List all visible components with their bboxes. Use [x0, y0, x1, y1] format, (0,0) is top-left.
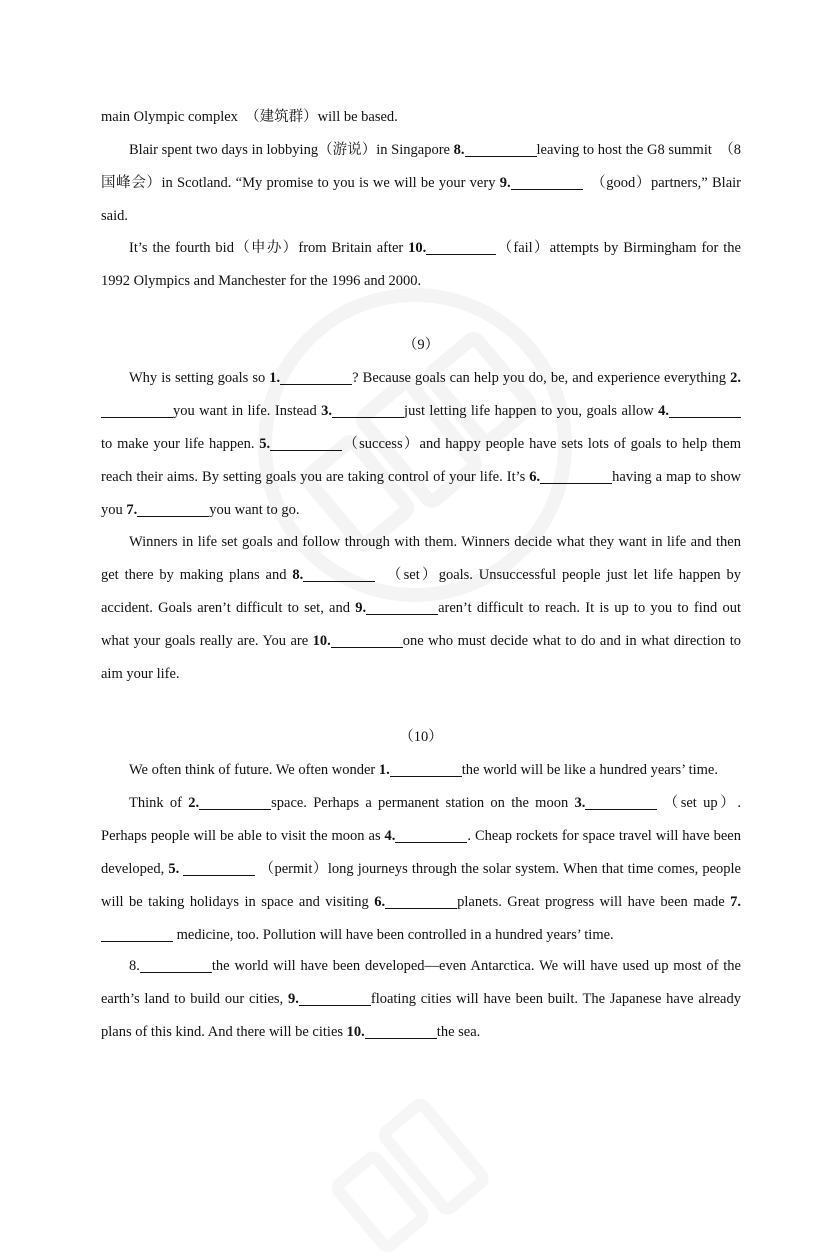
blank-number: 6. — [529, 469, 541, 485]
passage-10-paragraph-1 — [101, 754, 741, 787]
blank-7[interactable] — [126, 502, 209, 518]
blank-line[interactable] — [140, 956, 212, 973]
blank-number: 7. — [126, 502, 138, 518]
text-run: the world will be like a hundred years’ time. — [461, 762, 718, 778]
text-run: leaving to host the G8 summit （8国峰会）in Scotland. “My promise to you is we will be your very — [101, 142, 741, 191]
blank-number: 3. — [574, 795, 586, 811]
blank-4[interactable] — [658, 403, 741, 419]
blank-number: 6. — [374, 894, 386, 910]
blank-number: 10. — [346, 1024, 365, 1040]
blank-line[interactable] — [465, 140, 537, 157]
text-run: It’s the fourth bid（申办）from Britain after — [129, 240, 409, 256]
text-run: （set）goals. Unsuccessful people just let life happen by accident. Goals aren’t difficult to set, and — [101, 567, 741, 616]
blank-line[interactable] — [365, 1022, 437, 1039]
text-run: . Cheap rockets for space travel will have been developed, — [101, 828, 741, 877]
text-run: （success）and happy people have sets lots of goals to help them reach their aims. By setting goals you are taking control of your life. It’s — [101, 436, 741, 485]
text-run: aren’t difficult to reach. It is up to you to find out what your goals really are. You are — [101, 600, 741, 649]
passage-10-paragraph-3 — [101, 950, 741, 1049]
blank-number: 8. — [292, 567, 304, 583]
blank-number: 9. — [355, 600, 367, 616]
blank-10[interactable] — [313, 633, 403, 649]
blank-9[interactable] — [288, 991, 371, 1007]
blank-line[interactable] — [390, 760, 462, 777]
blank-line[interactable] — [395, 826, 467, 843]
blank-line[interactable] — [270, 434, 342, 451]
blank-8[interactable] — [129, 958, 212, 974]
text-run: （permit）long journeys through the solar system. When that time comes, people will be taking holidays in space and visiting — [101, 861, 741, 910]
blank-1[interactable] — [379, 762, 462, 778]
blank-line[interactable] — [101, 925, 173, 942]
text-run: just letting life happen to you, goals allow — [404, 403, 659, 419]
passage-10-heading: （10） — [399, 729, 443, 745]
blank-number: 7. — [730, 894, 741, 910]
text-run: you want in life. Instead — [173, 403, 322, 419]
blank-9[interactable] — [500, 175, 583, 191]
blank-number: 9. — [287, 991, 299, 1007]
blank-line[interactable] — [199, 793, 271, 810]
text-run: （good）partners,” Blair said. — [101, 175, 741, 224]
blank-8[interactable] — [454, 142, 537, 158]
passage-9-heading: （9） — [402, 337, 440, 353]
watermark-logo-icon-lower — [300, 1060, 560, 1260]
text-run: （set up）. Perhaps people will be able to visit the moon as — [101, 795, 741, 844]
passage-10-paragraph-2 — [101, 787, 741, 952]
blank-number: 4. — [384, 828, 396, 844]
text-run: planets. Great progress will have been made — [457, 894, 731, 910]
blank-2[interactable] — [188, 795, 271, 811]
blank-line[interactable] — [366, 598, 438, 615]
blank-6[interactable] — [529, 469, 612, 485]
passage-9-paragraph-1 — [101, 362, 741, 527]
blank-10[interactable] — [347, 1024, 437, 1040]
text-run: medicine, too. Pollution will have been controlled in a hundred years’ time. — [173, 927, 614, 943]
blank-5[interactable] — [259, 436, 342, 452]
blank-line[interactable] — [585, 793, 657, 810]
passage-9-paragraph-2 — [101, 526, 741, 691]
blank-line[interactable] — [511, 173, 583, 190]
blank-line[interactable] — [299, 989, 371, 1006]
text-run: We often think of future. We often wonder — [129, 762, 379, 778]
blank-number: 8. — [129, 958, 140, 974]
blank-number: 10. — [408, 240, 427, 256]
passage-8-paragraph-3 — [101, 232, 741, 298]
blank-number: 9. — [499, 175, 511, 191]
blank-number: 8. — [453, 142, 465, 158]
passage-8-line — [101, 101, 741, 134]
blank-6[interactable] — [374, 894, 457, 910]
blank-line[interactable] — [137, 500, 209, 517]
blank-1[interactable] — [269, 370, 352, 386]
blank-8[interactable] — [292, 567, 375, 583]
blank-number: 1. — [378, 762, 390, 778]
text-run: the world will have been developed—even Antarctica. We will have used up most of the earth’s land to build our cities, — [101, 958, 741, 1007]
blank-line[interactable] — [101, 401, 173, 418]
blank-5[interactable] — [168, 861, 255, 877]
blank-line[interactable] — [183, 859, 255, 876]
blank-line[interactable] — [280, 368, 352, 385]
blank-number: 2. — [188, 795, 200, 811]
blank-line[interactable] — [303, 565, 375, 582]
blank-number: 4. — [658, 403, 669, 419]
blank-number: 1. — [269, 370, 281, 386]
text-run: （fail）attempts by Birmingham for the 1992 Olympics and Manchester for the 1996 and 2000. — [101, 240, 741, 289]
blank-line[interactable] — [385, 892, 457, 909]
blank-line[interactable] — [669, 401, 741, 418]
text-run: the sea. — [436, 1024, 481, 1040]
blank-number: 3. — [321, 403, 333, 419]
blank-4[interactable] — [385, 828, 468, 844]
blank-number: 2. — [730, 370, 741, 386]
text-run: having a map to show you — [101, 469, 741, 518]
blank-number: 10. — [312, 633, 331, 649]
text-run: space. Perhaps a permanent station on the moon — [271, 795, 575, 811]
text-run: Think of — [129, 795, 189, 811]
blank-line[interactable] — [426, 238, 496, 255]
text-run: floating cities will have been built. The Japanese have already plans of this kind. And there will be cities — [101, 991, 741, 1040]
text-run: you want to go. — [209, 502, 300, 518]
text-run: Why is setting goals so — [129, 370, 270, 386]
text-run: ? Because goals can help you do, be, and experience everything — [352, 370, 731, 386]
passage-8-paragraph-2 — [101, 134, 741, 233]
text-run: to make your life happen. — [101, 436, 260, 452]
text-run: Blair spent two days in lobbying（游说）in Singapore — [129, 142, 454, 158]
blank-line[interactable] — [540, 467, 612, 484]
blank-3[interactable] — [321, 403, 404, 419]
blank-number: 5. — [168, 861, 184, 877]
text-run: Winners in life set goals and follow through with them. Winners decide what they want in life and then get there by making plans and — [101, 534, 741, 583]
blank-10[interactable] — [408, 240, 496, 256]
text-run: one who must decide what to do and in what direction to aim your life. — [101, 633, 741, 682]
blank-9[interactable] — [355, 600, 438, 616]
blank-number: 5. — [259, 436, 271, 452]
blank-line[interactable] — [331, 631, 403, 648]
blank-line[interactable] — [332, 401, 404, 418]
blank-3[interactable] — [574, 795, 657, 811]
passage-8-line-text: main Olympic complex （建筑群）will be based. — [101, 109, 398, 125]
